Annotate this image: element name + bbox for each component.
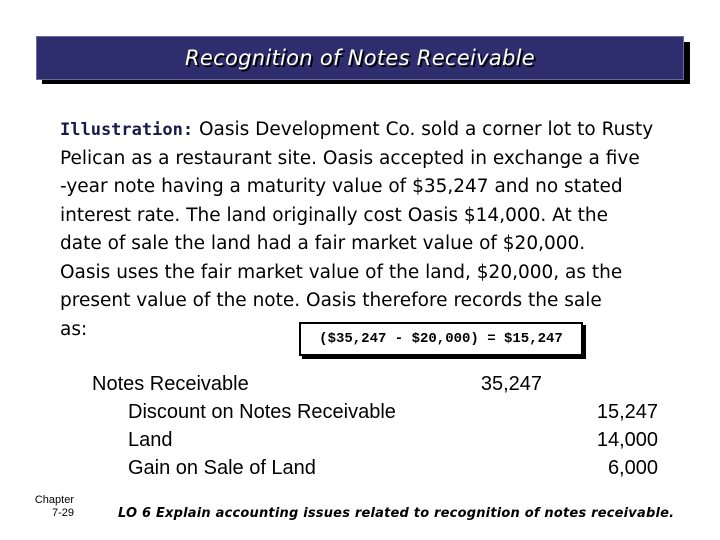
title-banner <box>36 36 684 80</box>
paragraph-line-4: interest rate. The land originally cost Oasis $14,000. At the <box>60 204 608 226</box>
paragraph-text-1: Oasis Development Co. sold a corner lot to Rusty <box>198 119 654 140</box>
page-number: 7-29 <box>51 507 74 519</box>
journal-account: Land <box>128 429 173 451</box>
paragraph-line-5: date of sale the land had a fair market value of $20,000. <box>60 233 586 254</box>
journal-account: Discount on Notes Receivable <box>128 401 396 423</box>
journal-credit: 6,000 <box>607 457 658 479</box>
paragraph-line-1 <box>60 116 690 145</box>
journal-credit: 15,247 <box>596 401 658 423</box>
calculation-box <box>299 322 583 356</box>
journal-credit: 14,000 <box>596 429 658 451</box>
journal-account: Notes Receivable <box>92 373 249 395</box>
paragraph-line-3: -year note having a maturity value of $35,247 and no stated <box>60 176 623 197</box>
calculation-text: ($35,247 - $20,000) = $15,247 <box>319 331 563 347</box>
slide-title: Recognition of Notes Receivable <box>184 46 536 70</box>
journal-entry <box>0 370 720 480</box>
chapter-label: Chapter <box>34 494 74 506</box>
illustration-paragraph <box>60 116 690 344</box>
journal-account: Gain on Sale of Land <box>128 457 316 479</box>
paragraph-line-2: Pelican as a restaurant site. Oasis accepted in exchange a five <box>60 147 640 169</box>
paragraph-line-8: as: <box>60 318 88 340</box>
learning-objective: LO 6 Explain accounting issues related to recognition of notes receivable. <box>118 506 675 521</box>
paragraph-line-6: Oasis uses the fair market value of the land, $20,000, as the <box>60 261 623 283</box>
chapter-label-block <box>14 494 74 520</box>
illustration-label: Illustration: <box>60 120 194 140</box>
journal-debit: 35,247 <box>480 373 542 395</box>
paragraph-line-7: present value of the note. Oasis therefore records the sale <box>60 290 602 311</box>
